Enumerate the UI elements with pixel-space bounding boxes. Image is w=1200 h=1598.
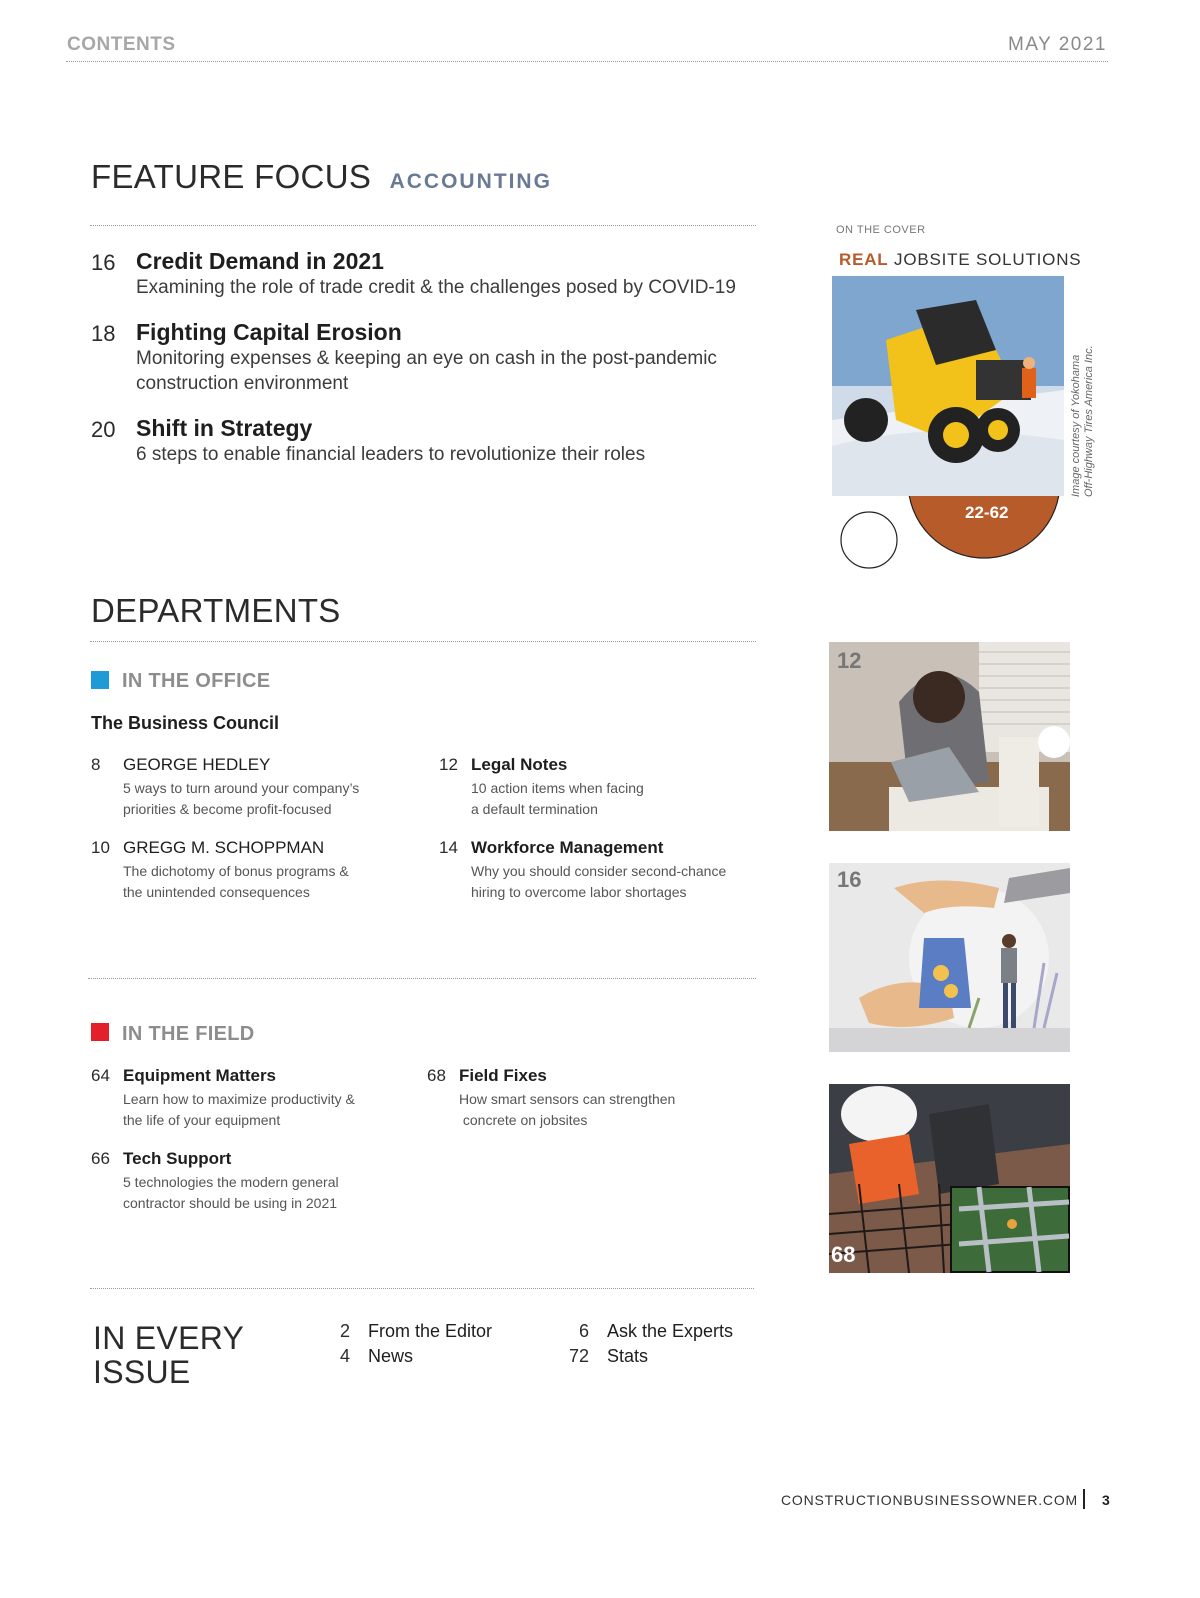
- every-issue-title-line: IN EVERY: [93, 1320, 245, 1356]
- department-page-number: 14: [439, 838, 458, 857]
- department-title[interactable]: Equipment Matters: [123, 1066, 277, 1085]
- feature-focus-title: FEATURE FOCUS: [91, 158, 372, 195]
- department-desc: The dichotomy of bonus programs &: [123, 863, 349, 879]
- cover-small-circle: [841, 512, 897, 568]
- department-page-number: 68: [427, 1066, 446, 1085]
- department-page-number: 66: [91, 1149, 110, 1168]
- every-issue-title-line: ISSUE: [93, 1354, 191, 1390]
- feature-desc: Monitoring expenses & keeping an eye on cash in the post-pandemic: [136, 348, 717, 369]
- department-desc: 5 technologies the modern general: [123, 1174, 339, 1190]
- cover-title-rest: JOBSITE SOLUTIONS: [894, 250, 1082, 269]
- department-desc: How smart sensors can strengthen: [459, 1091, 676, 1107]
- cover-graphic[interactable]: [826, 270, 1076, 580]
- feature-desc: 6 steps to enable financial leaders to revolutionize their roles: [136, 444, 646, 465]
- section-label: CONTENTS: [67, 34, 176, 55]
- footer-website[interactable]: CONSTRUCTIONBUSINESSOWNER.COM: [781, 1492, 1078, 1508]
- department-page-number: 64: [91, 1066, 110, 1085]
- department-page-number: 8: [91, 755, 101, 774]
- department-title[interactable]: GEORGE HEDLEY: [123, 755, 271, 774]
- field-rule: [90, 1288, 754, 1289]
- every-issue-page: 2: [339, 1321, 350, 1341]
- feature-title[interactable]: Shift in Strategy: [136, 415, 313, 441]
- office-section-title: IN THE OFFICE: [122, 670, 271, 692]
- footer-page-number: 3: [1102, 1492, 1110, 1508]
- credit-line: Image courtesy of Yokohama: [1070, 354, 1082, 497]
- every-issue-page: 6: [578, 1321, 589, 1341]
- department-title[interactable]: Tech Support: [123, 1149, 232, 1168]
- departments-title: DEPARTMENTS: [91, 592, 341, 629]
- office-color-square: [91, 671, 109, 689]
- thumbnail-field[interactable]: [829, 1084, 1070, 1273]
- cover-photo: [832, 276, 1064, 496]
- feature-page-number: 20: [91, 417, 116, 442]
- every-issue-page: 72: [568, 1346, 589, 1366]
- department-desc: contractor should be using in 2021: [123, 1195, 338, 1211]
- feature-title[interactable]: Credit Demand in 2021: [136, 248, 384, 274]
- feature-heading: [91, 158, 552, 196]
- office-rule: [88, 978, 756, 979]
- feature-rule: [90, 225, 756, 226]
- credit-line: Off-Highway Tires America Inc.: [1083, 345, 1095, 497]
- thumbnail-page-number: 12: [837, 648, 862, 673]
- feature-page-number: 16: [91, 250, 116, 275]
- every-issue-page: 4: [339, 1346, 350, 1366]
- cover-kicker: ON THE COVER: [836, 224, 926, 236]
- department-desc: concrete on jobsites: [459, 1112, 588, 1128]
- feature-title[interactable]: Fighting Capital Erosion: [136, 319, 402, 345]
- department-desc: Why you should consider second-chance: [471, 863, 727, 879]
- feature-desc: construction environment: [136, 373, 349, 394]
- issue-date: MAY 2021: [1008, 34, 1107, 55]
- department-title[interactable]: Workforce Management: [471, 838, 664, 857]
- feature-desc: Examining the role of trade credit & the challenges posed by COVID-19: [136, 277, 736, 298]
- header-rule: [66, 61, 1108, 62]
- department-desc: the unintended consequences: [123, 884, 310, 900]
- department-page-number: 12: [439, 755, 458, 774]
- department-title[interactable]: GREGG M. SCHOPPMAN: [123, 838, 325, 857]
- feature-page-number: 18: [91, 321, 116, 346]
- department-desc: 5 ways to turn around your company’s: [123, 780, 360, 796]
- cover-page-range[interactable]: 22-62: [965, 503, 1009, 522]
- every-issue-label[interactable]: From the Editor: [368, 1321, 493, 1341]
- every-issue-label[interactable]: News: [368, 1346, 414, 1366]
- field-color-square: [91, 1023, 109, 1041]
- cover-title-bold: REAL: [839, 250, 889, 269]
- department-page-number: 10: [91, 838, 110, 857]
- thumbnail-credit[interactable]: [829, 863, 1070, 1052]
- department-desc: Learn how to maximize productivity &: [123, 1091, 355, 1107]
- thumbnail-page-number: 16: [837, 867, 862, 892]
- department-title[interactable]: Field Fixes: [459, 1066, 547, 1085]
- thumbnail-office[interactable]: [829, 642, 1070, 831]
- department-desc: hiring to overcome labor shortages: [471, 884, 687, 900]
- jobsite-photo: [829, 1084, 1070, 1273]
- departments-rule: [90, 641, 756, 642]
- department-desc: a default termination: [471, 801, 598, 817]
- department-title[interactable]: Legal Notes: [471, 755, 568, 774]
- department-desc: the life of your equipment: [123, 1112, 281, 1128]
- stressed-worker-photo: [829, 642, 1070, 831]
- department-desc: 10 action items when facing: [471, 780, 644, 796]
- cover-photo-credit: [1070, 345, 1096, 497]
- every-issue-label[interactable]: Stats: [607, 1346, 649, 1366]
- field-section-title: IN THE FIELD: [122, 1023, 255, 1045]
- every-issue-label[interactable]: Ask the Experts: [607, 1321, 734, 1341]
- cover-title: [839, 250, 1081, 270]
- credit-illustration: [829, 863, 1070, 1052]
- feature-focus-tag: ACCOUNTING: [389, 170, 552, 193]
- department-desc: priorities & become profit-focused: [123, 801, 332, 817]
- footer-divider: [1083, 1489, 1085, 1509]
- every-issue-title: [93, 1321, 244, 1389]
- thumbnail-page-number: 68: [831, 1242, 856, 1267]
- business-council-heading: The Business Council: [91, 713, 280, 733]
